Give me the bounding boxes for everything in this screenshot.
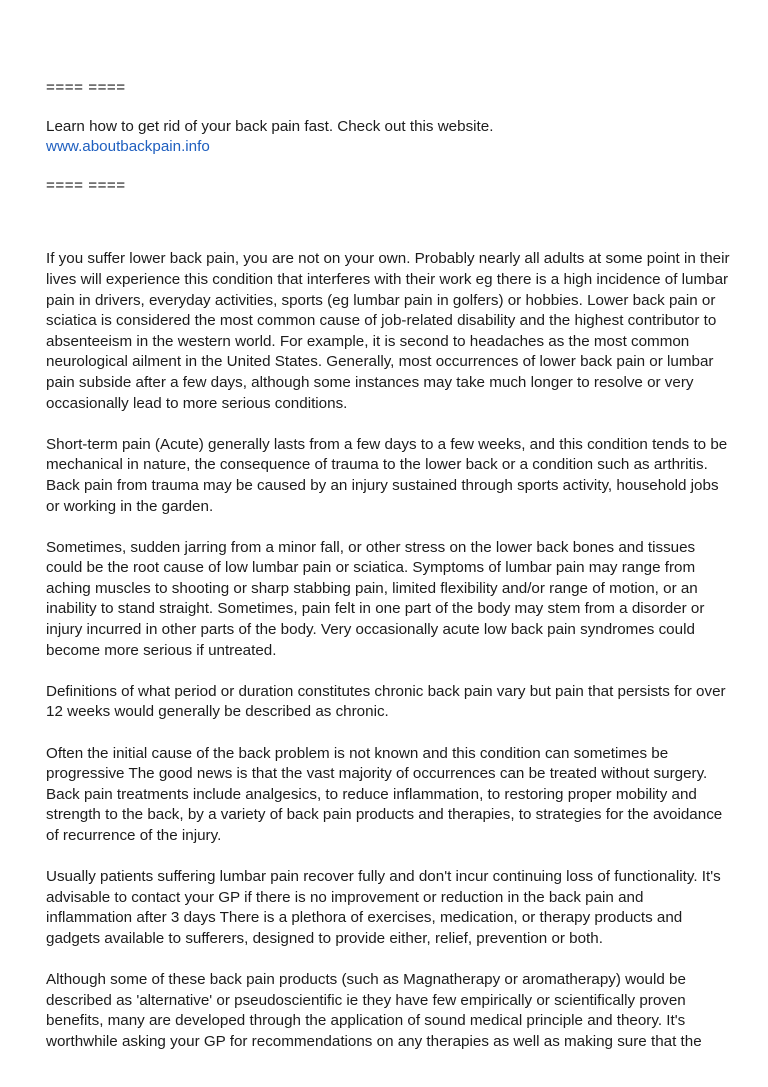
paragraph: Definitions of what period or duration constitutes chronic back pain vary but pain that persists for over 12 weeks would generally be described as chronic. [46,682,726,721]
article-body [46,249,730,1052]
paragraph: Usually patients suffering lumbar pain recover fully and don't incur continuing loss of functionality. It's advisable to contact your GP if there is no improvement or reduction in the back pain and inflammation after 3 days There is a plethora of exercises, medication, or therapy products and gadgets available to sufferers, designed to provide either, relief, prevention or both. [46,868,721,947]
separator-bottom: ==== ==== [46,176,126,194]
paragraph: Short-term pain (Acute) generally lasts from a few days to a few weeks, and this condition tends to be mechanical in nature, the consequence of trauma to the lower back or a condition such as arthritis. Back pain from trauma may be caused by an injury sustained through sports activity, household jobs or working in the garden. [46,435,728,515]
paragraph: Often the initial cause of the back problem is not known and this condition can sometimes be progressive The good news is that the vast majority of occurrences can be treated without surgery. Back pain treatments include analgesics, to reduce inflammation, to restoring proper mobility and strength to the back, by a variety of back pain products and therapies, to strategies for the avoidance of recurrence of the injury. [46,744,723,844]
intro-text: Learn how to get rid of your back pain fast. Check out this website. [46,117,494,135]
website-link[interactable]: www.aboutbackpain.info [46,138,210,156]
document-content [46,78,730,1073]
link-line [46,137,730,158]
separator-top: ==== ==== [46,79,126,96]
document-header [46,78,730,196]
paragraph: Sometimes, sudden jarring from a minor fall, or other stress on the lower back bones and tissues could be the root cause of low lumbar pain or sciatica. Symptoms of lumbar pain may range from aching muscles to shooting or sharp stabbing pain, limited flexibility and/or range of motion, or an inability to stand straight. Sometimes, pain felt in one part of the body may stem from a disorder or injury incurred in other parts of the body. Very occasionally acute low back pain syndromes could become more serious if untreated. [46,538,705,659]
paragraph: If you suffer lower back pain, you are not on your own. Probably nearly all adults at some point in their lives will experience this condition that interferes with their work eg there is a high incidence of lumbar pain in drivers, everyday activities, sports (eg lumbar pain in golfers) or hobbies. Lower back pain or sciatica is considered the most common cause of job-related disability and the highest contributor to absenteeism in the western world. For example, it is second to headaches as the most common neurological ailment in the United States. Generally, most occurrences of lower back pain or lumbar pain subside after a few days, although some instances may take much longer to resolve or very occasionally lead to more serious conditions. [46,250,730,412]
paragraph: Although some of these back pain products (such as Magnatherapy or aromatherapy) would be described as 'alternative' or pseudoscientific ie they have few empirically or scientifically proven benefits, many are developed through the application of sound medical principle and theory. It's worthwhile asking your GP for recommendations on any therapies as well as making sure that the [46,971,702,1050]
